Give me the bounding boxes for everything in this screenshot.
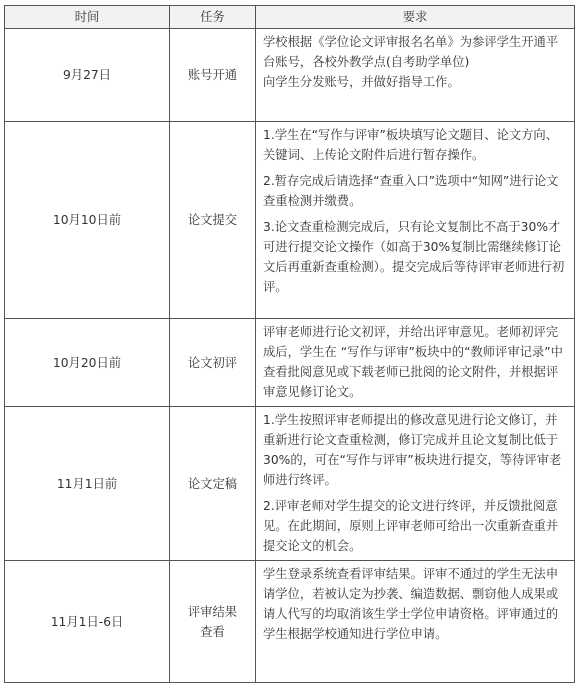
requirement-text: 学生登录系统查看评审结果。评审不通过的学生无法申请学位，若被认定为抄袭、编造数据、剽窃他人成果或请人代写的均取消该生学士学位申请资格。评审通过的学生根据学校通知进行学位申请。 [263, 567, 559, 641]
requirement-text: 1.学生在“写作与评审”板块填写论文题目、论文方向、关键词、上传论文附件后进行暂存操作。 [263, 128, 559, 162]
requirement-text: 2.评审老师对学生提交的论文进行终评，并反馈批阅意见。在此期间，原则上评审老师可给出一次重新查重并提交论文的机会。 [263, 499, 559, 553]
header-requirements: 要求 [256, 6, 575, 29]
requirements-cell [256, 29, 575, 122]
time-cell: 11月1日-6日 [5, 561, 170, 683]
table-row [5, 407, 575, 561]
task-cell: 论文初评 [170, 319, 256, 407]
task-cell: 评审结果 查看 [170, 561, 256, 683]
table-row [5, 122, 575, 319]
task-cell: 论文定稿 [170, 407, 256, 561]
time-cell: 10月10日前 [5, 122, 170, 319]
table-row [5, 319, 575, 407]
header-row [5, 6, 575, 29]
header-task: 任务 [170, 6, 256, 29]
requirement-text: 3.论文查重检测完成后，只有论文复制比不高于30%才可进行提交论文操作（如高于30%复制比需继续修订论文后再重新查重检测）。提交完成后等待评审老师进行初评。 [263, 220, 565, 294]
requirement-text: 1.学生按照评审老师提出的修改意见进行论文修订，并重新进行论文查重检测，修订完成并且论文复制比低于30%的，可在“写作与评审”板块进行提交，等待评审老师进行终评。 [263, 413, 562, 487]
time-cell: 11月1日前 [5, 407, 170, 561]
requirement-text: 学校根据《学位论文评审报名名单》为参评学生开通平台账号，各校外教学点(自考助学单位) 向学生分发账号，并做好指导工作。 [263, 35, 559, 89]
requirements-cell [256, 407, 575, 561]
task-cell: 论文提交 [170, 122, 256, 319]
requirement-text: 评审老师进行论文初评，并给出评审意见。老师初评完成后，学生在 “写作与评审”板块中的“教师评审记录”中查看批阅意见或下载老师已批阅的论文附件，并根据评审意见修订论文。 [263, 325, 563, 399]
requirement-text: 2.暂存完成后请选择“查重入口”选项中“知网”进行论文查重检测并缴费。 [263, 174, 559, 208]
requirements-cell [256, 319, 575, 407]
table-row [5, 29, 575, 122]
schedule-table [4, 5, 575, 683]
requirements-cell [256, 122, 575, 319]
header-time: 时间 [5, 6, 170, 29]
time-cell: 9月27日 [5, 29, 170, 122]
requirements-cell [256, 561, 575, 683]
time-cell: 10月20日前 [5, 319, 170, 407]
task-cell: 账号开通 [170, 29, 256, 122]
table-row [5, 561, 575, 683]
